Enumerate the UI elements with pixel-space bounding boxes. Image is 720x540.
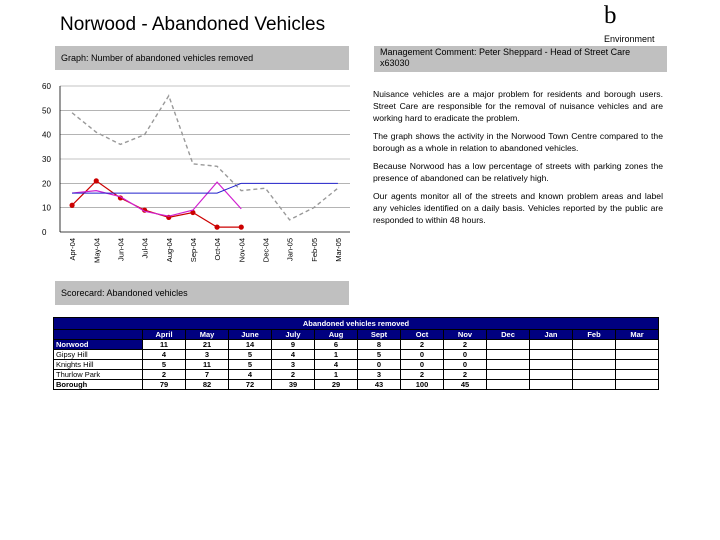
table-cell <box>530 360 573 370</box>
row-label: Knights Hill <box>54 360 143 370</box>
data-point <box>214 225 219 230</box>
table-cell <box>616 360 659 370</box>
table-cell: 1 <box>315 370 358 380</box>
month-header: May <box>186 330 229 340</box>
table-cell <box>616 380 659 390</box>
table-title: Abandoned vehicles removed <box>54 318 659 330</box>
month-header-row <box>54 330 659 340</box>
x-tick-label: Nov-04 <box>237 238 247 263</box>
month-header: Mar <box>616 330 659 340</box>
table-cell: 0 <box>401 350 444 360</box>
x-tick-label: Jul-04 <box>140 238 150 259</box>
row-label: Norwood <box>54 340 143 350</box>
month-header: Oct <box>401 330 444 340</box>
table-row <box>54 370 659 380</box>
graph-caption: Graph: Number of abandoned vehicles removed <box>55 46 349 70</box>
table-cell <box>616 350 659 360</box>
data-point <box>94 178 99 183</box>
month-header: Jan <box>530 330 573 340</box>
month-header: July <box>272 330 315 340</box>
table-cell <box>616 370 659 380</box>
month-header: Dec <box>487 330 530 340</box>
table-cell: 0 <box>444 350 487 360</box>
table-cell <box>530 370 573 380</box>
table-cell: 2 <box>401 340 444 350</box>
month-header: Nov <box>444 330 487 340</box>
table-cell <box>487 340 530 350</box>
series-line-norwood-trend <box>72 182 241 216</box>
table-cell <box>573 360 616 370</box>
table-cell <box>487 370 530 380</box>
table-cell: 0 <box>358 360 401 370</box>
page-title: Norwood - Abandoned Vehicles <box>60 14 326 35</box>
x-tick-label: Jun-04 <box>116 238 126 261</box>
table-cell: 39 <box>272 380 315 390</box>
table-cell: 3 <box>358 370 401 380</box>
table-row <box>54 340 659 350</box>
management-comment: Management Comment: Peter Sheppard - Head of Street Care x63030 <box>374 46 667 72</box>
series-line-borough <box>72 96 338 220</box>
table-cell: 100 <box>401 380 444 390</box>
table-cell <box>487 350 530 360</box>
x-tick-label: Apr-04 <box>68 238 78 261</box>
abandoned-vehicles-chart <box>30 76 350 276</box>
table-cell <box>487 360 530 370</box>
paragraph: The graph shows the activity in the Norwood Town Centre compared to the borough as a whole in relation to abandoned vehicles. <box>373 131 663 153</box>
month-header: June <box>229 330 272 340</box>
table-cell: 4 <box>143 350 186 360</box>
table-cell: 14 <box>229 340 272 350</box>
table-cell: 5 <box>358 350 401 360</box>
table-cell: 2 <box>272 370 315 380</box>
table-cell <box>530 340 573 350</box>
y-tick-label: 50 <box>42 106 51 116</box>
month-header: Sept <box>358 330 401 340</box>
table-cell: 5 <box>229 350 272 360</box>
paragraph: Nuisance vehicles are a major problem for residents and borough users. Street Care are responsible for the removal of nuisance vehicles and are working hard to eradicate the problem. <box>373 89 663 123</box>
table-cell: 6 <box>315 340 358 350</box>
table-cell: 0 <box>401 360 444 370</box>
table-row <box>54 360 659 370</box>
table-cell: 2 <box>444 340 487 350</box>
table-cell: 11 <box>186 360 229 370</box>
row-label: Borough <box>54 380 143 390</box>
month-header: Aug <box>315 330 358 340</box>
table-cell: 45 <box>444 380 487 390</box>
table-cell: 79 <box>143 380 186 390</box>
data-point <box>69 203 74 208</box>
table-cell: 8 <box>358 340 401 350</box>
paragraph: Our agents monitor all of the streets and known problem areas and label any vehicles identified on a daily basis. Vehicles reported by the public are responded to within 48 hours. <box>373 191 663 225</box>
table-cell: 7 <box>186 370 229 380</box>
table-row <box>54 350 659 360</box>
x-tick-label: Sep-04 <box>188 238 198 263</box>
table-cell <box>530 380 573 390</box>
data-point <box>239 225 244 230</box>
table-cell: 2 <box>143 370 186 380</box>
table-row <box>54 380 659 390</box>
y-tick-label: 30 <box>42 155 51 164</box>
table-cell: 21 <box>186 340 229 350</box>
table-cell: 4 <box>229 370 272 380</box>
x-tick-label: Feb-05 <box>309 238 319 262</box>
scorecard-table <box>53 317 659 390</box>
table-cell: 43 <box>358 380 401 390</box>
x-tick-label: Oct-04 <box>213 238 223 261</box>
x-tick-label: Aug-04 <box>164 238 174 263</box>
table-cell <box>573 340 616 350</box>
table-cell: 5 <box>229 360 272 370</box>
council-logo: b <box>604 2 617 29</box>
table-cell: 2 <box>444 370 487 380</box>
commentary <box>373 88 663 232</box>
table-cell <box>573 350 616 360</box>
table-cell <box>573 380 616 390</box>
department-label: Environment <box>604 34 655 44</box>
month-header: Feb <box>573 330 616 340</box>
table-cell: 1 <box>315 350 358 360</box>
table-cell: 29 <box>315 380 358 390</box>
table-cell <box>616 340 659 350</box>
x-tick-label: May-04 <box>92 238 102 264</box>
row-label: Gipsy Hill <box>54 350 143 360</box>
month-header: April <box>143 330 186 340</box>
y-tick-label: 0 <box>42 228 47 237</box>
y-tick-label: 40 <box>42 130 51 140</box>
x-tick-label: Jan-05 <box>285 238 295 261</box>
x-tick-label: Dec-04 <box>261 238 271 263</box>
table-cell: 0 <box>444 360 487 370</box>
table-cell: 11 <box>143 340 186 350</box>
table-cell: 82 <box>186 380 229 390</box>
y-tick-label: 20 <box>42 179 51 189</box>
row-label: Thurlow Park <box>54 370 143 380</box>
table-cell: 2 <box>401 370 444 380</box>
table-cell: 9 <box>272 340 315 350</box>
y-tick-label: 10 <box>42 203 51 213</box>
x-tick-label: Mar-05 <box>333 238 343 262</box>
table-cell <box>573 370 616 380</box>
series-line-norwood <box>72 181 241 227</box>
table-cell: 3 <box>272 360 315 370</box>
table-cell: 3 <box>186 350 229 360</box>
table-cell: 4 <box>315 360 358 370</box>
table-cell: 72 <box>229 380 272 390</box>
table-cell <box>487 380 530 390</box>
y-tick-label: 60 <box>42 82 51 91</box>
table-cell <box>530 350 573 360</box>
table-corner <box>54 330 143 340</box>
table-cell: 5 <box>143 360 186 370</box>
table-cell: 4 <box>272 350 315 360</box>
paragraph: Because Norwood has a low percentage of streets with parking zones the presence of abandoned can be relatively high. <box>373 161 663 183</box>
scorecard-caption: Scorecard: Abandoned vehicles <box>55 281 349 305</box>
